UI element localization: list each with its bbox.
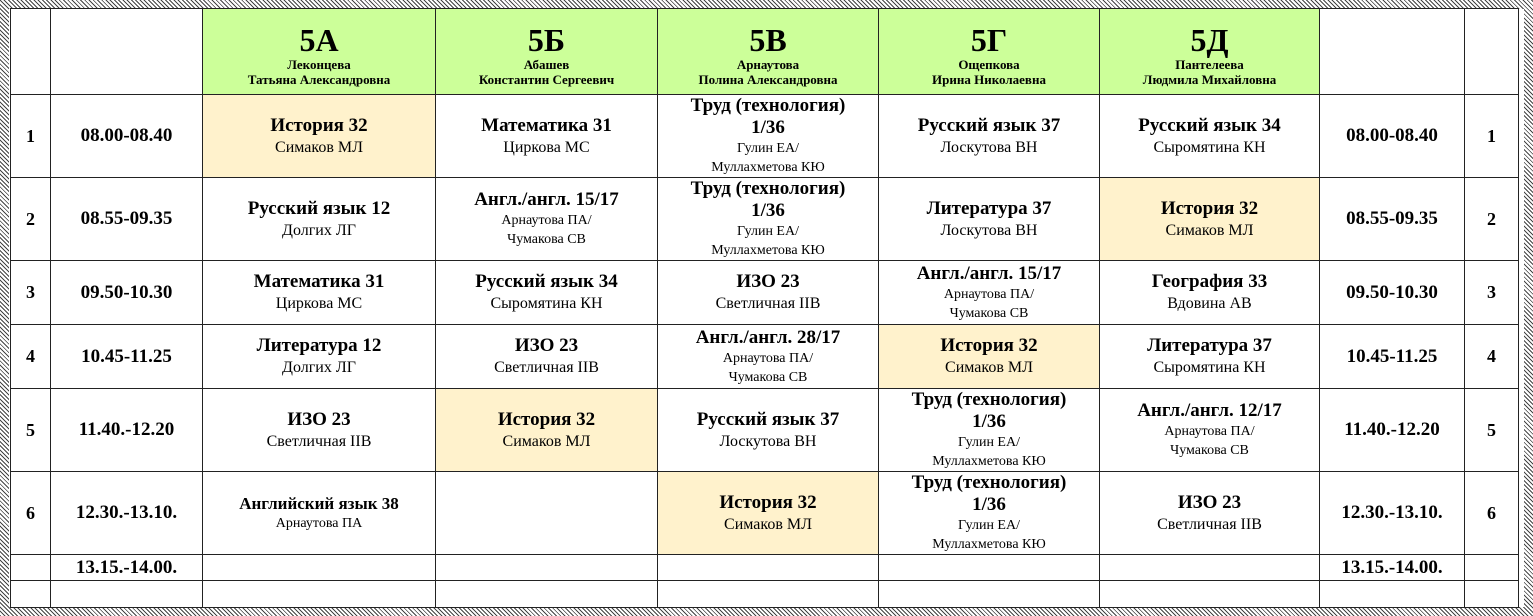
- teacher: Светличная IIB: [266, 432, 372, 450]
- corner-cell: [11, 9, 51, 95]
- lesson-cell: [203, 261, 436, 325]
- lesson-cell: [879, 325, 1100, 389]
- lesson-cell: [203, 95, 436, 178]
- lesson-row: [11, 472, 1519, 555]
- teacher: Арнаутова ПА: [275, 515, 363, 531]
- teacher: Арнаутова ПА/: [943, 286, 1035, 302]
- class-teacher-last: Ощепкова: [958, 56, 1020, 72]
- lesson-time-right: 10.45-11.25: [1320, 325, 1465, 389]
- lesson-cell: [203, 325, 436, 389]
- schedule-table: [10, 8, 1519, 608]
- corner-cell: [1320, 9, 1465, 95]
- lesson-cell: [436, 325, 658, 389]
- lesson-cell: [879, 389, 1100, 472]
- lesson-time: 09.50-10.30: [51, 261, 203, 325]
- subject: Русский язык 37: [696, 408, 840, 430]
- empty-cell: [879, 581, 1100, 608]
- subject: ИЗО 23: [1177, 491, 1242, 513]
- teacher: Гулин ЕА/: [737, 224, 799, 239]
- lesson-number: 3: [11, 261, 51, 325]
- lesson-cell: [203, 472, 436, 555]
- lesson-cell: [436, 472, 658, 555]
- empty-cell: [11, 555, 51, 581]
- lesson-row: [11, 325, 1519, 389]
- subject: Русский язык 34: [475, 271, 618, 292]
- class-header: [436, 9, 658, 95]
- empty-cell: [203, 581, 436, 608]
- teacher: Лоскутова ВН: [940, 221, 1038, 239]
- class-teacher-last: Абашев: [523, 56, 570, 72]
- lesson-number: 4: [11, 325, 51, 389]
- teacher: Светличная IIB: [1157, 515, 1262, 533]
- class-header: [203, 9, 436, 95]
- lesson-cell: [658, 178, 879, 261]
- teacher: Симаков МЛ: [502, 432, 591, 450]
- lesson-cell: [436, 95, 658, 178]
- class-name: 5Б: [527, 21, 566, 58]
- subject: Литература 12: [256, 335, 382, 356]
- lesson-time: 08.00-08.40: [51, 95, 203, 178]
- lesson-number-right: 6: [1465, 472, 1519, 555]
- lesson-time-right: 09.50-10.30: [1320, 261, 1465, 325]
- class-teacher-last: Пантелеева: [1175, 56, 1244, 72]
- empty-cell: [1100, 555, 1320, 581]
- class-teacher-first: Полина Александровна: [698, 71, 838, 87]
- subject: История 32: [497, 408, 596, 430]
- teacher: Симаков МЛ: [1165, 221, 1254, 239]
- class-header: [1100, 9, 1320, 95]
- teacher: Гулин ЕА/: [958, 435, 1020, 450]
- subject: Математика 31: [481, 114, 612, 136]
- subject-room: 1/36: [972, 411, 1006, 432]
- lesson-number-right: 4: [1465, 325, 1519, 389]
- lesson-cell: [879, 178, 1100, 261]
- subject: История 32: [719, 491, 817, 513]
- subject: Литература 37: [1147, 335, 1272, 356]
- extra-time: 13.15.-14.00.: [51, 555, 203, 581]
- lesson-cell: [658, 389, 879, 472]
- lesson-cell: [658, 472, 879, 555]
- lesson-cell: [203, 178, 436, 261]
- empty-cell: [11, 581, 51, 608]
- subject: Англ./англ. 15/17: [474, 189, 619, 210]
- lesson-time: 11.40.-12.20: [51, 389, 203, 472]
- teacher-2: Чумакова СВ: [728, 369, 808, 385]
- corner-cell: [51, 9, 203, 95]
- empty-cell: [1465, 555, 1519, 581]
- subject: Русский язык 34: [1138, 114, 1281, 136]
- teacher-2: Муллахметова КЮ: [932, 537, 1046, 552]
- class-teacher-first: Людмила Михайловна: [1142, 71, 1277, 87]
- empty-cell: [203, 555, 436, 581]
- extra-time-right: 13.15.-14.00.: [1320, 555, 1465, 581]
- lesson-time-right: 08.00-08.40: [1320, 95, 1465, 178]
- lesson-cell: [1100, 95, 1320, 178]
- subject: История 32: [1160, 197, 1259, 219]
- blank-row: [11, 581, 1519, 608]
- lesson-number: 6: [11, 472, 51, 555]
- empty-cell: [1320, 581, 1465, 608]
- class-name: 5Г: [970, 21, 1008, 58]
- subject: История 32: [270, 114, 368, 136]
- lesson-time-right: 11.40.-12.20: [1320, 389, 1465, 472]
- lesson-time-right: 12.30.-13.10.: [1320, 472, 1465, 555]
- teacher: Светличная IIB: [494, 359, 599, 376]
- lesson-row: [11, 95, 1519, 178]
- teacher: Гулин ЕА/: [737, 141, 799, 156]
- teacher: Симаков МЛ: [945, 359, 1033, 376]
- subject: Труд (технология): [690, 95, 846, 116]
- teacher: Светличная IIB: [715, 295, 821, 312]
- empty-cell: [658, 555, 879, 581]
- teacher-2: Муллахметова КЮ: [711, 160, 825, 175]
- empty-cell: [658, 581, 879, 608]
- teacher: Арнаутова ПА/: [722, 350, 814, 366]
- teacher: Долгих ЛГ: [282, 359, 356, 376]
- class-teacher-last: Леконцева: [287, 56, 351, 72]
- header-row: [11, 9, 1519, 95]
- subject-room: 1/36: [751, 117, 785, 138]
- subject: Русский язык 37: [917, 114, 1061, 136]
- teacher: Вдовина АВ: [1167, 295, 1252, 312]
- subject: Труд (технология): [911, 389, 1067, 410]
- teacher-2: Муллахметова КЮ: [932, 454, 1046, 469]
- empty-cell: [879, 555, 1100, 581]
- subject: Труд (технология): [911, 472, 1067, 493]
- lesson-number-right: 5: [1465, 389, 1519, 472]
- subject: Англ./англ. 12/17: [1137, 400, 1282, 421]
- corner-cell: [1465, 9, 1519, 95]
- subject-room: 1/36: [751, 200, 785, 221]
- lesson-cell: [658, 261, 879, 325]
- lesson-cell: [879, 472, 1100, 555]
- subject: ИЗО 23: [514, 335, 579, 356]
- lesson-cell: [658, 95, 879, 178]
- subject: Русский язык 12: [247, 197, 391, 219]
- lesson-cell: [658, 325, 879, 389]
- lesson-row: [11, 261, 1519, 325]
- teacher: Сыромятина КН: [1153, 138, 1266, 156]
- empty-cell: [1100, 581, 1320, 608]
- lesson-cell: [1100, 178, 1320, 261]
- lesson-row: [11, 389, 1519, 472]
- teacher: Сыромятина КН: [1153, 359, 1266, 376]
- lesson-cell: [436, 178, 658, 261]
- empty-cell: [436, 581, 658, 608]
- teacher-2: Муллахметова КЮ: [711, 243, 825, 258]
- teacher: Циркова МС: [503, 138, 590, 156]
- teacher: Симаков МЛ: [275, 138, 363, 156]
- lesson-number-right: 2: [1465, 178, 1519, 261]
- lesson-cell: [879, 261, 1100, 325]
- subject: Математика 31: [253, 271, 385, 292]
- subject: Англ./англ. 28/17: [695, 326, 841, 348]
- extra-row: [11, 555, 1519, 581]
- lesson-cell: [1100, 325, 1320, 389]
- lesson-cell: [203, 389, 436, 472]
- teacher: Сыромятина КН: [490, 295, 603, 312]
- class-name: 5Д: [1190, 21, 1229, 58]
- subject: ИЗО 23: [287, 408, 351, 430]
- class-teacher-first: Константин Сергеевич: [478, 71, 615, 87]
- class-teacher-last: Арнаутова: [736, 56, 800, 72]
- lesson-cell: [879, 95, 1100, 178]
- subject: Труд (технология): [690, 178, 846, 199]
- subject: История 32: [940, 335, 1038, 356]
- lesson-cell: [1100, 389, 1320, 472]
- empty-cell: [1465, 581, 1519, 608]
- subject: География 33: [1151, 271, 1268, 292]
- lesson-cell: [436, 261, 658, 325]
- lesson-number: 5: [11, 389, 51, 472]
- class-teacher-first: Татьяна Александровна: [247, 71, 391, 87]
- lesson-time: 12.30.-13.10.: [51, 472, 203, 555]
- teacher-2: Чумакова СВ: [507, 232, 586, 247]
- lesson-number: 1: [11, 95, 51, 178]
- lesson-number-right: 3: [1465, 261, 1519, 325]
- lesson-cell: [436, 389, 658, 472]
- lesson-row: [11, 178, 1519, 261]
- subject: ИЗО 23: [736, 271, 800, 292]
- teacher: Симаков МЛ: [724, 515, 812, 533]
- empty-cell: [436, 555, 658, 581]
- teacher: Долгих ЛГ: [282, 221, 356, 239]
- teacher: Лоскутова ВН: [719, 432, 817, 450]
- class-header: [658, 9, 879, 95]
- lesson-time-right: 08.55-09.35: [1320, 178, 1465, 261]
- subject-room: 1/36: [972, 494, 1006, 515]
- class-teacher-first: Ирина Николаевна: [932, 71, 1046, 87]
- teacher-2: Чумакова СВ: [1170, 443, 1249, 458]
- lesson-time: 08.55-09.35: [51, 178, 203, 261]
- class-header: [879, 9, 1100, 95]
- teacher: Лоскутова ВН: [940, 138, 1038, 156]
- teacher: Арнаутова ПА/: [501, 213, 592, 228]
- subject: Литература 37: [926, 197, 1052, 219]
- class-name: 5А: [299, 21, 339, 58]
- lesson-time: 10.45-11.25: [51, 325, 203, 389]
- teacher: Гулин ЕА/: [958, 518, 1020, 533]
- lesson-number-right: 1: [1465, 95, 1519, 178]
- teacher-2: Чумакова СВ: [949, 305, 1029, 321]
- teacher: Арнаутова ПА/: [1164, 424, 1255, 439]
- lesson-number: 2: [11, 178, 51, 261]
- lesson-cell: [1100, 261, 1320, 325]
- class-name: 5В: [749, 21, 787, 58]
- subject: Английский язык 38: [239, 493, 399, 513]
- teacher: Циркова МС: [275, 295, 363, 312]
- empty-cell: [51, 581, 203, 608]
- lesson-cell: [1100, 472, 1320, 555]
- subject: Англ./англ. 15/17: [916, 262, 1062, 284]
